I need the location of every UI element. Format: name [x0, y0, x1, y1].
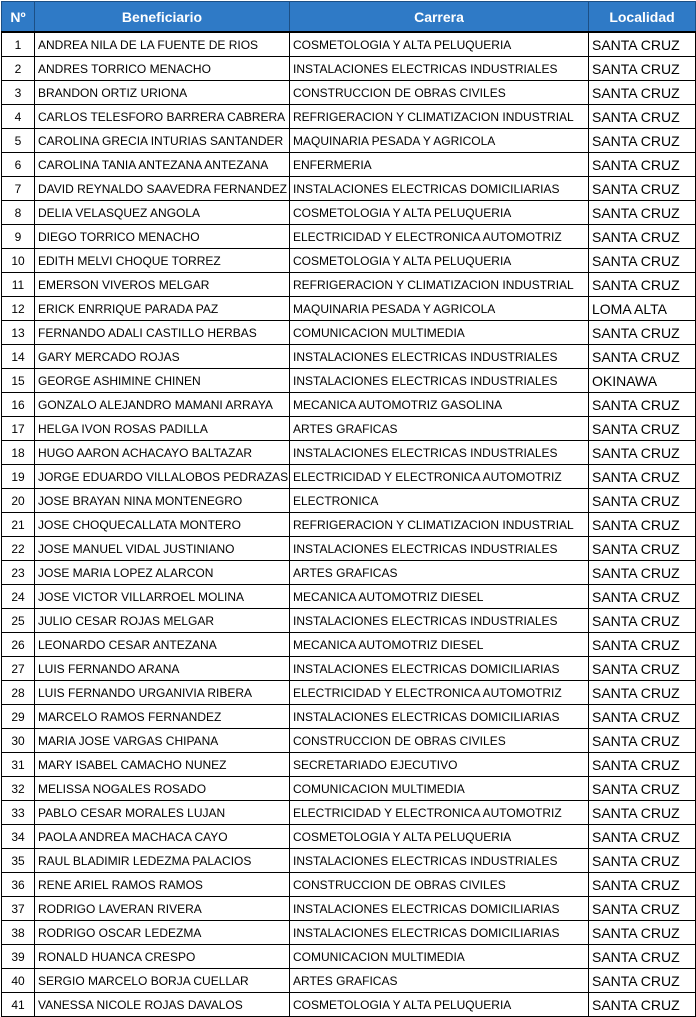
career-name: MECANICA AUTOMOTRIZ GASOLINA: [290, 393, 589, 417]
row-number: 37: [2, 897, 35, 921]
location-name: SANTA CRUZ: [589, 441, 696, 465]
location-name: SANTA CRUZ: [589, 249, 696, 273]
career-name: CONSTRUCCION DE OBRAS CIVILES: [290, 81, 589, 105]
beneficiary-name: ERICK ENRRIQUE PARADA PAZ: [35, 297, 290, 321]
table-row: [2, 201, 696, 225]
beneficiary-name: PAOLA ANDREA MACHACA CAYO: [35, 825, 290, 849]
location-name: SANTA CRUZ: [589, 849, 696, 873]
career-name: CONSTRUCCION DE OBRAS CIVILES: [290, 729, 589, 753]
career-name: COSMETOLOGIA Y ALTA PELUQUERIA: [290, 249, 589, 273]
header-num: Nº: [2, 2, 35, 33]
location-name: SANTA CRUZ: [589, 57, 696, 81]
row-number: 11: [2, 273, 35, 297]
beneficiary-name: MARCELO RAMOS FERNANDEZ: [35, 705, 290, 729]
table-row: [2, 345, 696, 369]
table-row: [2, 177, 696, 201]
career-name: COMUNICACION MULTIMEDIA: [290, 945, 589, 969]
beneficiary-name: LEONARDO CESAR ANTEZANA: [35, 633, 290, 657]
row-number: 5: [2, 129, 35, 153]
row-number: 24: [2, 585, 35, 609]
career-name: CONSTRUCCION DE OBRAS CIVILES: [290, 873, 589, 897]
location-name: SANTA CRUZ: [589, 393, 696, 417]
row-number: 7: [2, 177, 35, 201]
career-name: INSTALACIONES ELECTRICAS INDUSTRIALES: [290, 369, 589, 393]
header-row: [2, 2, 696, 33]
beneficiary-name: JOSE MARIA LOPEZ ALARCON: [35, 561, 290, 585]
career-name: ARTES GRAFICAS: [290, 969, 589, 993]
career-name: INSTALACIONES ELECTRICAS DOMICILIARIAS: [290, 897, 589, 921]
table-row: [2, 393, 696, 417]
table-row: [2, 921, 696, 945]
location-name: SANTA CRUZ: [589, 609, 696, 633]
career-name: REFRIGERACION Y CLIMATIZACION INDUSTRIAL: [290, 513, 589, 537]
career-name: ELECTRICIDAD Y ELECTRONICA AUTOMOTRIZ: [290, 681, 589, 705]
beneficiary-name: FERNANDO ADALI CASTILLO HERBAS: [35, 321, 290, 345]
location-name: SANTA CRUZ: [589, 681, 696, 705]
location-name: SANTA CRUZ: [589, 729, 696, 753]
row-number: 18: [2, 441, 35, 465]
table-row: [2, 849, 696, 873]
beneficiary-name: ANDRES TORRICO MENACHO: [35, 57, 290, 81]
beneficiary-name: JOSE MANUEL VIDAL JUSTINIANO: [35, 537, 290, 561]
row-number: 25: [2, 609, 35, 633]
beneficiary-name: GONZALO ALEJANDRO MAMANI ARRAYA: [35, 393, 290, 417]
beneficiary-name: MARY ISABEL CAMACHO NUNEZ: [35, 753, 290, 777]
career-name: COSMETOLOGIA Y ALTA PELUQUERIA: [290, 825, 589, 849]
beneficiary-name: EDITH MELVI CHOQUE TORREZ: [35, 249, 290, 273]
career-name: ELECTRICIDAD Y ELECTRONICA AUTOMOTRIZ: [290, 465, 589, 489]
beneficiary-name: JORGE EDUARDO VILLALOBOS PEDRAZAS: [35, 465, 290, 489]
location-name: SANTA CRUZ: [589, 201, 696, 225]
table-row: [2, 969, 696, 993]
table-row: [2, 297, 696, 321]
location-name: SANTA CRUZ: [589, 753, 696, 777]
table-row: [2, 897, 696, 921]
location-name: SANTA CRUZ: [589, 825, 696, 849]
location-name: SANTA CRUZ: [589, 225, 696, 249]
location-name: SANTA CRUZ: [589, 105, 696, 129]
beneficiary-name: CARLOS TELESFORO BARRERA CABRERA: [35, 105, 290, 129]
career-name: INSTALACIONES ELECTRICAS DOMICILIARIAS: [290, 921, 589, 945]
career-name: ELECTRONICA: [290, 489, 589, 513]
location-name: SANTA CRUZ: [589, 345, 696, 369]
table-row: [2, 801, 696, 825]
row-number: 6: [2, 153, 35, 177]
table-row: [2, 777, 696, 801]
career-name: ARTES GRAFICAS: [290, 417, 589, 441]
career-name: INSTALACIONES ELECTRICAS INDUSTRIALES: [290, 849, 589, 873]
table-row: [2, 489, 696, 513]
table-row: [2, 657, 696, 681]
table-row: [2, 585, 696, 609]
row-number: 31: [2, 753, 35, 777]
table-row: [2, 321, 696, 345]
row-number: 22: [2, 537, 35, 561]
career-name: COSMETOLOGIA Y ALTA PELUQUERIA: [290, 32, 589, 57]
row-number: 35: [2, 849, 35, 873]
beneficiary-name: RODRIGO LAVERAN RIVERA: [35, 897, 290, 921]
row-number: 27: [2, 657, 35, 681]
beneficiary-name: RONALD HUANCA CRESPO: [35, 945, 290, 969]
location-name: SANTA CRUZ: [589, 993, 696, 1017]
row-number: 14: [2, 345, 35, 369]
row-number: 9: [2, 225, 35, 249]
career-name: ARTES GRAFICAS: [290, 561, 589, 585]
table-row: [2, 609, 696, 633]
location-name: SANTA CRUZ: [589, 897, 696, 921]
beneficiary-name: MARIA JOSE VARGAS CHIPANA: [35, 729, 290, 753]
beneficiary-name: JULIO CESAR ROJAS MELGAR: [35, 609, 290, 633]
table-row: [2, 537, 696, 561]
table-row: [2, 729, 696, 753]
beneficiary-name: RODRIGO OSCAR LEDEZMA: [35, 921, 290, 945]
table-row: [2, 825, 696, 849]
career-name: ELECTRICIDAD Y ELECTRONICA AUTOMOTRIZ: [290, 225, 589, 249]
career-name: MAQUINARIA PESADA Y AGRICOLA: [290, 129, 589, 153]
location-name: SANTA CRUZ: [589, 657, 696, 681]
location-name: SANTA CRUZ: [589, 945, 696, 969]
table-row: [2, 513, 696, 537]
header-beneficiario: Beneficiario: [35, 2, 290, 33]
beneficiary-name: BRANDON ORTIZ URIONA: [35, 81, 290, 105]
career-name: SECRETARIADO EJECUTIVO: [290, 753, 589, 777]
location-name: OKINAWA: [589, 369, 696, 393]
career-name: MECANICA AUTOMOTRIZ DIESEL: [290, 585, 589, 609]
beneficiary-name: GARY MERCADO ROJAS: [35, 345, 290, 369]
location-name: SANTA CRUZ: [589, 129, 696, 153]
row-number: 12: [2, 297, 35, 321]
location-name: SANTA CRUZ: [589, 81, 696, 105]
header-localidad: Localidad: [589, 2, 696, 33]
location-name: SANTA CRUZ: [589, 969, 696, 993]
beneficiary-name: DELIA VELASQUEZ ANGOLA: [35, 201, 290, 225]
beneficiary-name: JOSE VICTOR VILLARROEL MOLINA: [35, 585, 290, 609]
row-number: 20: [2, 489, 35, 513]
location-name: SANTA CRUZ: [589, 32, 696, 57]
beneficiary-name: CAROLINA TANIA ANTEZANA ANTEZANA: [35, 153, 290, 177]
location-name: SANTA CRUZ: [589, 873, 696, 897]
row-number: 16: [2, 393, 35, 417]
row-number: 34: [2, 825, 35, 849]
location-name: SANTA CRUZ: [589, 537, 696, 561]
row-number: 39: [2, 945, 35, 969]
career-name: MAQUINARIA PESADA Y AGRICOLA: [290, 297, 589, 321]
location-name: SANTA CRUZ: [589, 777, 696, 801]
career-name: COSMETOLOGIA Y ALTA PELUQUERIA: [290, 201, 589, 225]
beneficiary-name: JOSE CHOQUECALLATA MONTERO: [35, 513, 290, 537]
row-number: 10: [2, 249, 35, 273]
beneficiary-name: GEORGE ASHIMINE CHINEN: [35, 369, 290, 393]
table-row: [2, 681, 696, 705]
beneficiary-name: RAUL BLADIMIR LEDEZMA PALACIOS: [35, 849, 290, 873]
row-number: 40: [2, 969, 35, 993]
beneficiary-name: LUIS FERNANDO URGANIVIA RIBERA: [35, 681, 290, 705]
location-name: SANTA CRUZ: [589, 273, 696, 297]
beneficiary-name: MELISSA NOGALES ROSADO: [35, 777, 290, 801]
table-row: [2, 417, 696, 441]
beneficiary-name: VANESSA NICOLE ROJAS DAVALOS: [35, 993, 290, 1017]
location-name: SANTA CRUZ: [589, 585, 696, 609]
career-name: REFRIGERACION Y CLIMATIZACION INDUSTRIAL: [290, 273, 589, 297]
beneficiary-name: SERGIO MARCELO BORJA CUELLAR: [35, 969, 290, 993]
career-name: INSTALACIONES ELECTRICAS DOMICILIARIAS: [290, 177, 589, 201]
beneficiary-name: DIEGO TORRICO MENACHO: [35, 225, 290, 249]
career-name: INSTALACIONES ELECTRICAS INDUSTRIALES: [290, 441, 589, 465]
location-name: SANTA CRUZ: [589, 489, 696, 513]
row-number: 29: [2, 705, 35, 729]
row-number: 36: [2, 873, 35, 897]
row-number: 38: [2, 921, 35, 945]
beneficiary-name: DAVID REYNALDO SAAVEDRA FERNANDEZ: [35, 177, 290, 201]
location-name: SANTA CRUZ: [589, 177, 696, 201]
row-number: 8: [2, 201, 35, 225]
location-name: SANTA CRUZ: [589, 465, 696, 489]
career-name: INSTALACIONES ELECTRICAS DOMICILIARIAS: [290, 705, 589, 729]
beneficiary-name: LUIS FERNANDO ARANA: [35, 657, 290, 681]
table-row: [2, 105, 696, 129]
career-name: INSTALACIONES ELECTRICAS INDUSTRIALES: [290, 57, 589, 81]
beneficiaries-table: [1, 1, 696, 1017]
career-name: COMUNICACION MULTIMEDIA: [290, 777, 589, 801]
row-number: 13: [2, 321, 35, 345]
beneficiary-name: RENE ARIEL RAMOS RAMOS: [35, 873, 290, 897]
career-name: ELECTRICIDAD Y ELECTRONICA AUTOMOTRIZ: [290, 801, 589, 825]
table-row: [2, 57, 696, 81]
location-name: SANTA CRUZ: [589, 513, 696, 537]
beneficiary-name: CAROLINA GRECIA INTURIAS SANTANDER: [35, 129, 290, 153]
table-row: [2, 561, 696, 585]
table-row: [2, 249, 696, 273]
row-number: 23: [2, 561, 35, 585]
career-name: INSTALACIONES ELECTRICAS INDUSTRIALES: [290, 345, 589, 369]
location-name: SANTA CRUZ: [589, 633, 696, 657]
header-carrera: Carrera: [290, 2, 589, 33]
row-number: 3: [2, 81, 35, 105]
table-body: [2, 32, 696, 1017]
table-row: [2, 81, 696, 105]
table-row: [2, 153, 696, 177]
table-row: [2, 129, 696, 153]
row-number: 21: [2, 513, 35, 537]
location-name: SANTA CRUZ: [589, 705, 696, 729]
beneficiary-name: ANDREA NILA DE LA FUENTE DE RIOS: [35, 32, 290, 57]
table-row: [2, 465, 696, 489]
table-row: [2, 873, 696, 897]
career-name: COMUNICACION MULTIMEDIA: [290, 321, 589, 345]
career-name: ENFERMERIA: [290, 153, 589, 177]
row-number: 30: [2, 729, 35, 753]
table-row: [2, 705, 696, 729]
location-name: SANTA CRUZ: [589, 417, 696, 441]
row-number: 17: [2, 417, 35, 441]
career-name: MECANICA AUTOMOTRIZ DIESEL: [290, 633, 589, 657]
table-row: [2, 753, 696, 777]
row-number: 41: [2, 993, 35, 1017]
career-name: REFRIGERACION Y CLIMATIZACION INDUSTRIAL: [290, 105, 589, 129]
row-number: 32: [2, 777, 35, 801]
career-name: INSTALACIONES ELECTRICAS DOMICILIARIAS: [290, 657, 589, 681]
table-row: [2, 32, 696, 57]
table-row: [2, 225, 696, 249]
table-row: [2, 273, 696, 297]
location-name: SANTA CRUZ: [589, 561, 696, 585]
beneficiary-name: HUGO AARON ACHACAYO BALTAZAR: [35, 441, 290, 465]
row-number: 28: [2, 681, 35, 705]
beneficiary-name: JOSE BRAYAN NINA MONTENEGRO: [35, 489, 290, 513]
location-name: LOMA ALTA: [589, 297, 696, 321]
row-number: 26: [2, 633, 35, 657]
table-row: [2, 441, 696, 465]
table-row: [2, 993, 696, 1017]
table-row: [2, 369, 696, 393]
row-number: 33: [2, 801, 35, 825]
location-name: SANTA CRUZ: [589, 153, 696, 177]
location-name: SANTA CRUZ: [589, 921, 696, 945]
beneficiary-name: EMERSON VIVEROS MELGAR: [35, 273, 290, 297]
row-number: 15: [2, 369, 35, 393]
career-name: COSMETOLOGIA Y ALTA PELUQUERIA: [290, 993, 589, 1017]
beneficiary-name: PABLO CESAR MORALES LUJAN: [35, 801, 290, 825]
location-name: SANTA CRUZ: [589, 321, 696, 345]
location-name: SANTA CRUZ: [589, 801, 696, 825]
row-number: 4: [2, 105, 35, 129]
career-name: INSTALACIONES ELECTRICAS INDUSTRIALES: [290, 537, 589, 561]
table-row: [2, 633, 696, 657]
career-name: INSTALACIONES ELECTRICAS INDUSTRIALES: [290, 609, 589, 633]
row-number: 2: [2, 57, 35, 81]
row-number: 19: [2, 465, 35, 489]
beneficiary-name: HELGA IVON ROSAS PADILLA: [35, 417, 290, 441]
row-number: 1: [2, 32, 35, 57]
table-row: [2, 945, 696, 969]
